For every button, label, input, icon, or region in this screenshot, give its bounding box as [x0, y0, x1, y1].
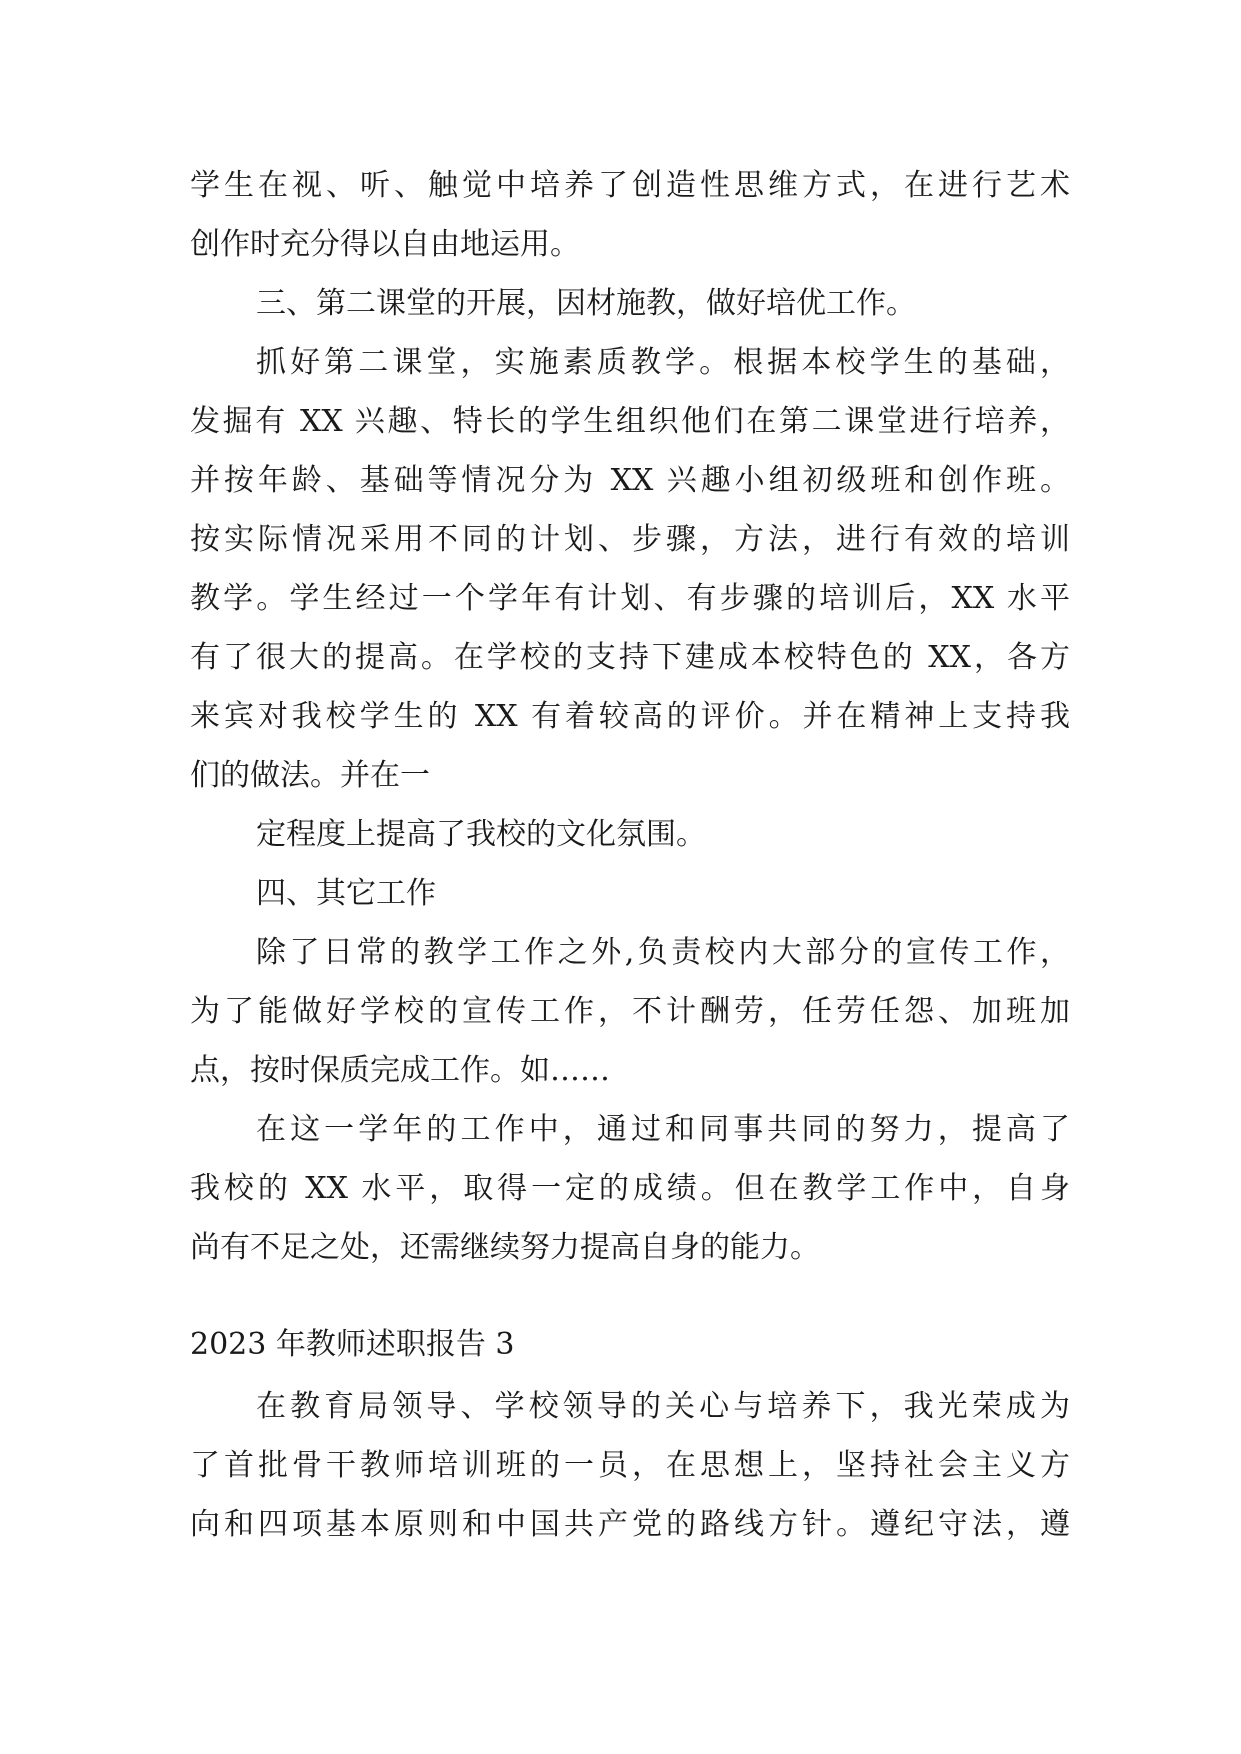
- text-line: 为了能做好学校的宣传工作，不计酬劳，任劳任怨、加班加: [190, 994, 1070, 1029]
- text-line: 按实际情况采用不同的计划、步骤，方法，进行有效的培训: [190, 522, 1070, 557]
- text-line: 在教育局领导、学校领导的关心与培养下，我光荣成为: [256, 1389, 1070, 1424]
- text-line: 们的做法。并在一: [190, 758, 430, 793]
- text-line: 点，按时保质完成工作。如……: [190, 1053, 610, 1088]
- text-line: 在这一学年的工作中，通过和同事共同的努力，提高了: [256, 1112, 1070, 1147]
- text-line: 定程度上提高了我校的文化氛围。: [256, 817, 706, 852]
- text-line: 除了日常的教学工作之外,负责校内大部分的宣传工作，: [256, 935, 1070, 970]
- text-line: 了首批骨干教师培训班的一员，在思想上，坚持社会主义方: [190, 1448, 1070, 1483]
- text-line: 学生在视、听、触觉中培养了创造性思维方式，在进行艺术: [190, 168, 1070, 203]
- text-line: 发掘有 XX 兴趣、特长的学生组织他们在第二课堂进行培养，: [190, 404, 1070, 439]
- text-line: 有了很大的提高。在学校的支持下建成本校特色的 XX，各方: [190, 640, 1070, 675]
- text-line: 来宾对我校学生的 XX 有着较高的评价。并在精神上支持我: [190, 699, 1070, 734]
- section-heading: 2023 年教师述职报告 3: [190, 1327, 515, 1362]
- text-line: 四、其它工作: [256, 876, 436, 911]
- body-text-block-2: [190, 1377, 1070, 1554]
- text-line: 我校的 XX 水平，取得一定的成绩。但在教学工作中，自身: [190, 1171, 1070, 1206]
- text-line: 并按年龄、基础等情况分为 XX 兴趣小组初级班和创作班。: [190, 463, 1070, 498]
- text-line: 教学。学生经过一个学年有计划、有步骤的培训后，XX 水平: [190, 581, 1070, 616]
- text-line: 三、第二课堂的开展，因材施教，做好培优工作。: [256, 286, 916, 321]
- text-line: 创作时充分得以自由地运用。: [190, 227, 580, 262]
- body-text-block-1: [190, 156, 1070, 1277]
- text-line: 向和四项基本原则和中国共产党的路线方针。遵纪守法，遵: [190, 1507, 1070, 1542]
- text-line: 尚有不足之处，还需继续努力提高自身的能力。: [190, 1230, 820, 1265]
- text-line: 抓好第二课堂，实施素质教学。根据本校学生的基础，: [256, 345, 1070, 380]
